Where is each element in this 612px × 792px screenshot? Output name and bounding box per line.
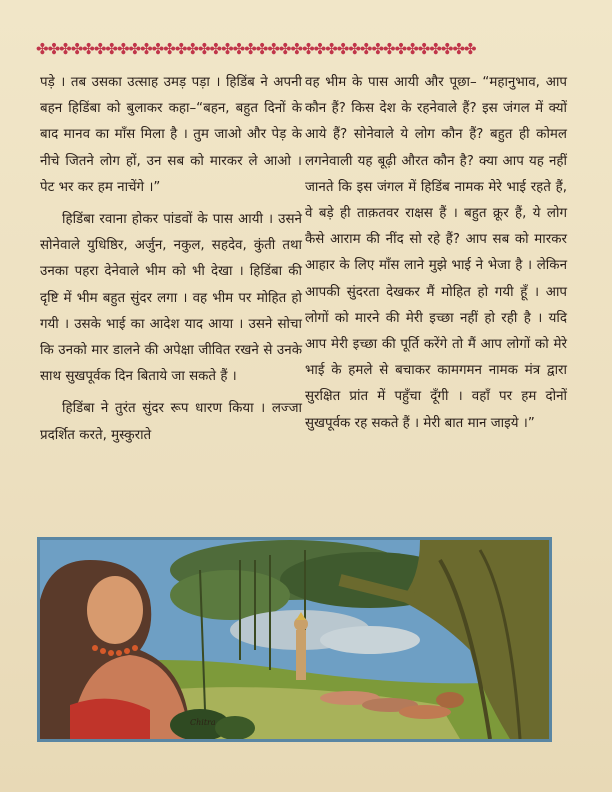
- artist-signature: Chitra: [190, 718, 216, 727]
- left-paragraph-2: हिडिंबा रवाना होकर पांडवों के पास आयी । उसने सोनेवाले युधिष्ठिर, अर्जुन, नकुल, सहदेव, कुंती तथा उनका पहरा देनेवाले भीम को भी देखा । हिडिंबा की दृष्टि में भीम बहुत सुंदर लगा । वह भीम पर मोहित हो गयी । उसके भाई का आदेश याद आया । उसने सोचा कि उनको मार डालने की अपेक्षा जीवित रखने से उनके साथ सुखपूर्वक दिन बिताये जा सकते हैं ।: [40, 212, 302, 385]
- left-paragraph-1: पड़े । तब उसका उत्साह उमड़ पड़ा । हिडिंब ने अपनी बहन हिडिंबा को बुलाकर कहा–“बहन, बहुत दिनों के बाद मानव का माँस मिला है । तुम जाओ और पेड़ के नीचे जितने लोग हों, उन सब को मारकर ले आओ । पेट भर कर हम नाचेंगे ।”: [40, 75, 302, 195]
- right-paragraph-1: वह भीम के पास आयी और पूछा– “महानुभाव, आप कौन हैं? किस देश के रहनेवाले हैं? इस जंगल में क्यों आये हैं? सोनेवाले ये लोग कौन हैं? बहुत ही कोमल लगनेवाली यह बूढ़ी औरत कौन है? क्या आप यह नहीं जानते कि इस जंगल में हिडिंब नामक मेरे भाई रहते हैं, वे बड़े ही ताक़तवर राक्षस हैं । बहुत क्रूर हैं, ये लोग कैसे आराम की नींद सो रहे हैं? आप सब को मारकर आहार के लिए माँस लाने मुझे भाई ने भेजा है । लेकिन आपकी सुंदरता देखकर मैं मोहित हो गयी हूँ । आप लोगों को मारने की मेरी इच्छा नहीं हो रही है । यदि आप मेरी इच्छा की पूर्ति करेंगे तो मैं आप लोगों को मेरे भाई के हमले से बचाकर कामगमन नामक मंत्र द्वारा सुरक्षित प्रांत में पहुँचा दूँगी । वहाँ पर हम दोनों सुखपूर्वक रह सकते हैं । मेरी बात मान जाइये ।”: [305, 75, 567, 431]
- story-illustration: [37, 537, 552, 742]
- right-text-column: [305, 70, 567, 437]
- left-text-column: [40, 70, 302, 449]
- decorative-header-border: ✤✤✤✤✤✤✤✤✤✤✤✤✤✤✤✤✤✤✤✤✤✤✤✤✤✤✤✤✤✤✤✤✤✤✤✤✤✤: [36, 40, 476, 58]
- left-paragraph-3: हिडिंबा ने तुरंत सुंदर रूप धारण किया । लज्जा प्रदर्शित करते, मुस्कुराते: [40, 401, 302, 443]
- forest-scene-image: [40, 540, 549, 739]
